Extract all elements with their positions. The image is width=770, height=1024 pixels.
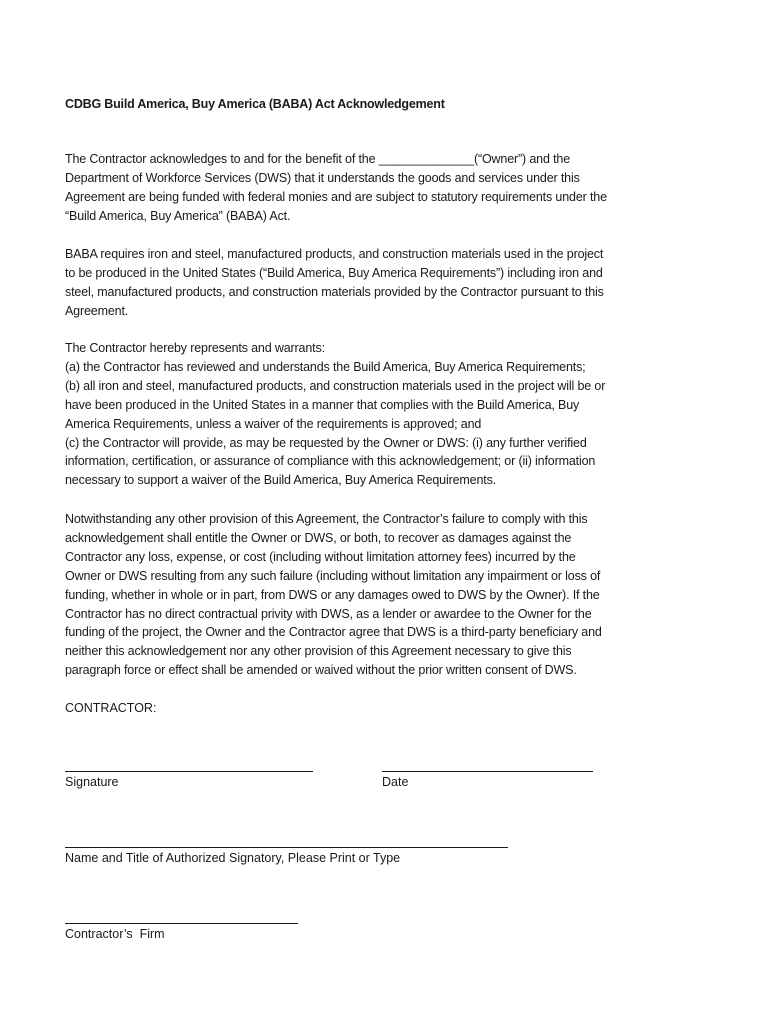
paragraph-line: The Contractor hereby represents and warrants:: [65, 341, 325, 355]
firm-label: Contractor’s Firm: [65, 927, 165, 941]
paragraph-line: (a) the Contractor has reviewed and understands the Build America, Buy America Requirements;: [65, 359, 586, 374]
paragraph-line: acknowledgement shall entitle the Owner or DWS, or both, to recover as damages against the: [65, 530, 572, 545]
paragraph-representations: [65, 339, 705, 490]
paragraph-line: paragraph force or effect shall be amended or waived without the prior written consent of DWS.: [65, 663, 577, 678]
paragraph-acknowledgement: [65, 150, 705, 226]
paragraph-line: funding, whether in whole or in part, from DWS or any damages owed to DWS by the Owner). If the: [65, 587, 600, 602]
paragraph-line: Agreement are being funded with federal monies and are subject to statutory requirements under the: [65, 189, 607, 204]
paragraph-line: have been produced in the United States in a manner that complies with the Build America, Buy: [65, 397, 580, 412]
paragraph-line: to be produced in the United States (“Build America, Buy America Requirements”) including iron and: [65, 265, 603, 280]
name-title-line[interactable]: [65, 847, 508, 848]
paragraph-line: steel, manufactured products, and construction materials provided by the Contractor pursuant to this: [65, 284, 604, 299]
paragraph-line: necessary to support a waiver of the Build America, Buy America Requirements.: [65, 473, 497, 488]
paragraph-line: neither this acknowledgement nor any other provision of this Agreement necessary to give this: [65, 644, 572, 659]
paragraph-line: (c) the Contractor will provide, as may be requested by the Owner or DWS: (i) any further verified: [65, 435, 587, 450]
paragraph-line: Owner or DWS resulting from any such failure (including without limitation any impairment or loss of: [65, 568, 601, 583]
paragraph-line: Notwithstanding any other provision of this Agreement, the Contractor’s failure to comply with this: [65, 512, 588, 526]
paragraph-line: information, certification, or assurance of compliance with this acknowledgement; or (ii) information: [65, 454, 596, 469]
paragraph-line: Contractor any loss, expense, or cost (including without limitation attorney fees) incurred by the: [65, 549, 576, 564]
signature-line[interactable]: [65, 771, 313, 772]
paragraph-line: “Build America, Buy America” (BABA) Act.: [65, 208, 291, 223]
firm-line[interactable]: [65, 923, 298, 924]
name-title-label: Name and Title of Authorized Signatory, Please Print or Type: [65, 851, 401, 865]
paragraph-line: The Contractor acknowledges to and for the benefit of the ______________(“Owner”) and the: [65, 152, 571, 166]
paragraph-line: funding of the project, the Owner and the Contractor agree that DWS is a third-party beneficiary and: [65, 625, 602, 640]
date-label: Date: [382, 775, 409, 789]
paragraph-notwithstanding: [65, 510, 705, 680]
paragraph-line: (b) all iron and steel, manufactured products, and construction materials used in the project will be or: [65, 378, 606, 393]
paragraph-line: Agreement.: [65, 303, 129, 318]
signature-label: Signature: [65, 775, 119, 789]
paragraph-line: BABA requires iron and steel, manufactured products, and construction materials used in the project: [65, 247, 604, 261]
document-title: CDBG Build America, Buy America (BABA) Act Acknowledgement: [65, 97, 445, 111]
paragraph-baba-requirements: [65, 245, 705, 321]
contractor-label: CONTRACTOR:: [65, 701, 157, 715]
paragraph-line: America Requirements, unless a waiver of the requirements is approved; and: [65, 416, 482, 431]
paragraph-line: Contractor has no direct contractual privity with DWS, as a lender or awardee to the Owner for the: [65, 606, 592, 621]
paragraph-line: Department of Workforce Services (DWS) that it understands the goods and services under this: [65, 170, 580, 185]
date-line[interactable]: [382, 771, 593, 772]
